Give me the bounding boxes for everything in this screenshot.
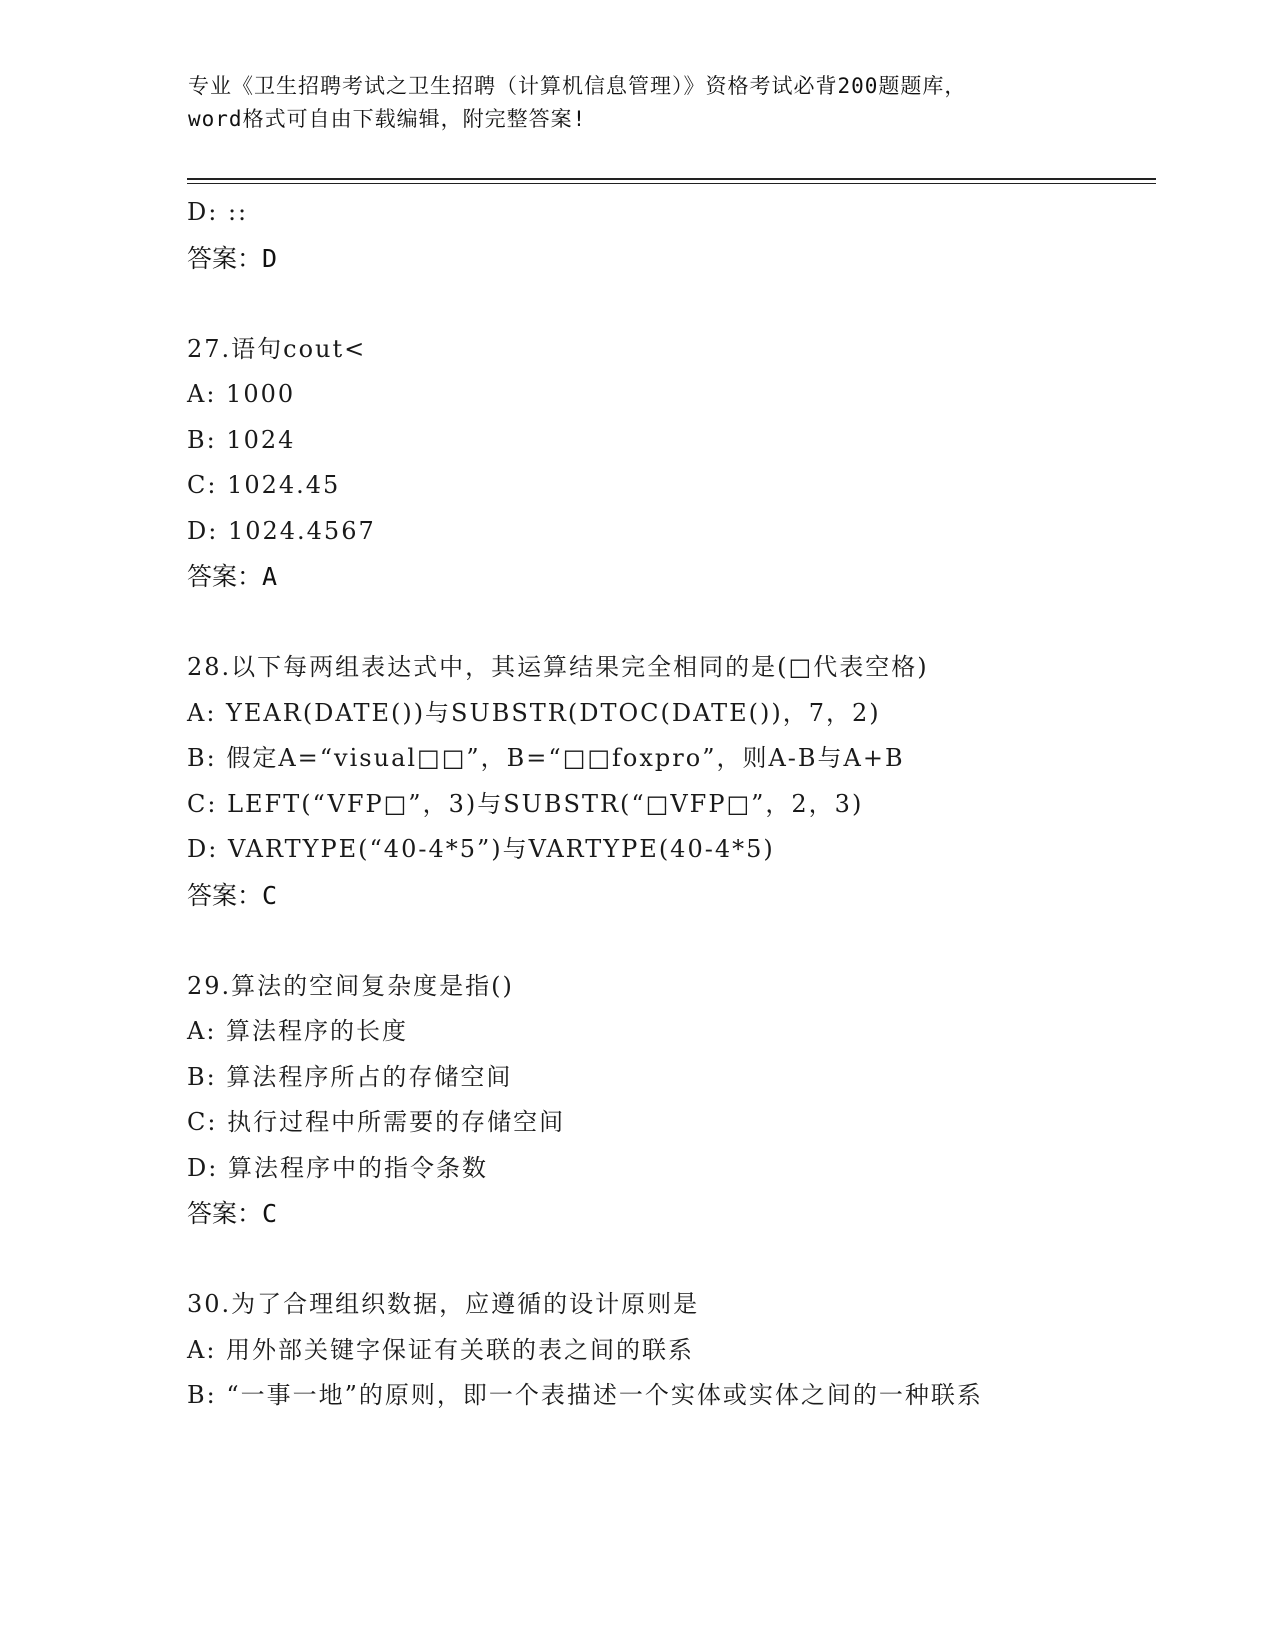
option-a: A: 用外部关键字保证有关联的表之间的联系 [187,1335,695,1364]
prev-answer: 答案：D [187,243,278,273]
spacer [187,918,1087,964]
answer: 答案：C [187,880,278,910]
option-b: B: 假定A=“visual□□”，B=“□□foxpro”，则A-B与A+B [187,744,905,772]
option-c: C: 1024.45 [187,471,341,499]
question-stem: 27.语句cout< [187,334,367,363]
option-d: D: 算法程序中的指令条数 [187,1153,488,1182]
header-divider-thick [187,178,1156,180]
header-title-line-1: 专业《卫生招聘考试之卫生招聘（计算机信息管理）》资格考试必背200题题库， [188,74,967,98]
question-27 [187,327,1087,600]
option-c: C: LEFT(“VFP□”，3)与SUBSTR(“□VFP□”，2，3) [187,789,864,818]
question-stem: 29.算法的空间复杂度是指() [187,971,514,1000]
option-c: C: 执行过程中所需要的存储空间 [187,1108,566,1136]
document-header [188,70,1088,136]
answer: 答案：A [187,562,278,591]
spacer [187,281,1087,327]
option-d: D: VARTYPE(“40-4*5”)与VARTYPE(40-4*5) [187,835,775,863]
spacer [187,600,1087,646]
prev-option-d: D: :: [187,198,249,226]
question-29 [187,964,1087,1237]
option-a: A: 1000 [187,380,296,408]
answer: 答案：C [187,1199,278,1228]
option-d: D: 1024.4567 [187,516,376,545]
option-b: B: “一事一地”的原则，即一个表描述一个实体或实体之间的一种联系 [187,1381,983,1409]
question-stem: 28.以下每两组表达式中，其运算结果完全相同的是(□代表空格) [187,653,929,681]
option-a: A: 算法程序的长度 [187,1017,409,1045]
spacer [187,1237,1087,1283]
question-stem: 30.为了合理组织数据，应遵循的设计原则是 [187,1290,700,1318]
header-title-line-2: word格式可自由下载编辑，附完整答案! [188,107,587,131]
option-a: A: YEAR(DATE())与SUBSTR(DTOC(DATE())，7，2) [187,698,881,727]
option-b: B: 1024 [187,425,296,454]
question-28 [187,645,1087,918]
question-list [187,190,1087,1419]
question-30 [187,1282,1087,1419]
header-divider-thin [187,183,1156,184]
option-b: B: 算法程序所占的存储空间 [187,1062,513,1091]
